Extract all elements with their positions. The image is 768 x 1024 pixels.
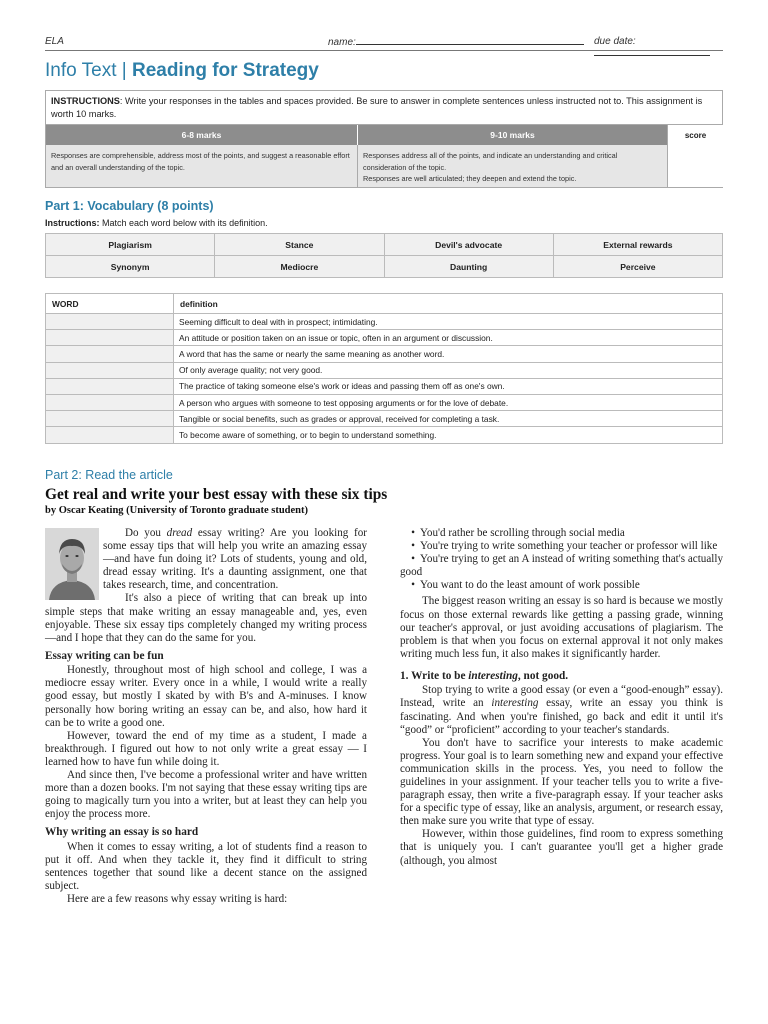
rubric-9-10-line-2: Responses are well articulated; they deepen and extend the topic.: [363, 174, 577, 183]
rubric-score-cell[interactable]: [667, 125, 723, 187]
table-row: [46, 330, 723, 346]
word-answer-cell[interactable]: [46, 346, 174, 362]
word-bank-item: Daunting: [384, 256, 553, 278]
definition-cell: An attitude or position taken on an issue or topic, often in an argument or discussion.: [174, 330, 723, 346]
table-row: [46, 394, 723, 410]
name-field[interactable]: [328, 36, 584, 48]
bullet-icon: •: [411, 579, 415, 592]
definition-cell: Tangible or social benefits, such as grades or approval, received for completing a task.: [174, 411, 723, 427]
rubric-9-10-line-1: Responses address all of the points, and indicate an understanding and critical consideration of the topic.: [363, 151, 618, 172]
word-answer-cell[interactable]: [46, 378, 174, 394]
definition-table: [45, 293, 723, 444]
rubric-cell-9-10: [357, 145, 667, 187]
due-date-field[interactable]: [594, 36, 723, 59]
section-heading-hard: Why writing an essay is so hard: [45, 826, 199, 839]
word-answer-cell[interactable]: [46, 427, 174, 443]
reason-paragraph: The biggest reason writing an essay is so hard is because we mostly focus on those external rewards like getting a passing grade, winning our teacher's approval, or just avoiding accusations of plagiarism. The problem is that when you focus on external approval it not only makes writing much less fun, it also makes it significantly harder.: [400, 595, 723, 660]
tip-1-paragraph-2: You don't have to sacrifice your interests to make academic progress. Your goal is to learn something new and expand your effective communication skills in the process. Yes, you need to follow the guidelines in your assignment. If your teacher tells you to write a five-paragraph essay, then write a five-paragraph essay. If your teacher asks for a specific type of essay, like an analysis, argument, or research essay, then make sure you write that type of essay.: [400, 736, 723, 828]
intro-paragraph-1: Do you dread essay writing? Are you looking for some essay tips that will help you write an amazing essay—and have fun doing it? Lots of students, young and old, dread essay writing. It's a daunting assignment, one that takes research, time, and concentration.: [103, 527, 367, 592]
vocabulary-word-bank: [45, 233, 723, 278]
definition-cell: Seeming difficult to deal with in prospect; intimidating.: [174, 314, 723, 330]
word-bank-item: Devil's advocate: [384, 234, 553, 256]
author-photo: [45, 528, 99, 600]
title-main: Reading for Strategy: [131, 60, 319, 81]
word-answer-cell[interactable]: [46, 362, 174, 378]
rubric-table: [45, 124, 723, 188]
list-item: • You're trying to get an A instead of writing something that's actually good: [400, 553, 723, 579]
word-bank-item: Mediocre: [215, 256, 384, 278]
due-date-label: due date:: [594, 36, 636, 47]
header-rule: [45, 50, 723, 51]
list-item: • You want to do the least amount of work possible: [400, 579, 723, 592]
article-column-left: [45, 527, 367, 906]
author-portrait-icon: [45, 528, 99, 600]
fun-paragraph-3: And since then, I've become a professional writer and have written more than a dozen books. I'm not saying that these essay writing tips are going to magically turn you into a writer, but at least they can help you enjoy the process more.: [45, 769, 367, 821]
definition-cell: To become aware of something, or to begin to understand something.: [174, 427, 723, 443]
word-answer-cell[interactable]: [46, 411, 174, 427]
tip-1-heading: 1. Write to be interesting, not good.: [400, 669, 569, 682]
table-row: [46, 411, 723, 427]
reasons-list: [400, 527, 723, 592]
word-column-header: WORD: [46, 294, 174, 314]
part1-instr-text: Match each word below with its definition.: [99, 218, 268, 228]
rubric-header-6-8: 6-8 marks: [46, 125, 357, 145]
hard-paragraph-1: When it comes to essay writing, a lot of students find a reason to put it off. And when they tackle it, they find it difficult to string sentences together that sound like a decent stance on the assigned subject.: [45, 840, 367, 893]
table-row: [46, 362, 723, 378]
page-header: [45, 36, 723, 50]
score-label: score: [684, 131, 707, 140]
fun-paragraph-1: Honestly, throughout most of high school and college, I was a mediocre essay writer. Every once in a while, I would write a really good essay, but mostly I skated by with B's and A-minuses. I know personally how boring writing an essay can be, and also, how hard it can be to write a good one.: [45, 664, 367, 729]
word-answer-cell[interactable]: [46, 330, 174, 346]
article-column-right: [400, 527, 723, 868]
definition-cell: A word that has the same or nearly the same meaning as another word.: [174, 346, 723, 362]
fun-paragraph-2: However, toward the end of my time as a student, I made a breakthrough. I figured out how to not only write a great essay — I learned how to have fun while doing it.: [45, 729, 367, 768]
word-answer-cell[interactable]: [46, 314, 174, 330]
part1-heading: Part 1: Vocabulary (8 points): [45, 199, 214, 213]
word-bank-item: External rewards: [553, 234, 722, 256]
due-date-line[interactable]: [594, 47, 710, 56]
part2-heading: Part 2: Read the article: [45, 468, 173, 482]
section-heading-fun: Essay writing can be fun: [45, 649, 164, 662]
definition-cell: Of only average quality; not very good.: [174, 362, 723, 378]
word-bank-item: Stance: [215, 234, 384, 256]
rubric-header-9-10: 9-10 marks: [357, 125, 667, 145]
article-title: Get real and write your best essay with these six tips: [45, 486, 388, 503]
table-row: [46, 427, 723, 443]
part1-instructions: [45, 218, 268, 228]
instructions-text: : Write your responses in the tables and spaces provided. Be sure to answer in complete sentences unless instructed not to. This assignment is worth 10 marks.: [51, 96, 703, 119]
article-byline: by Oscar Keating (University of Toronto graduate student): [45, 505, 308, 516]
table-row: [46, 378, 723, 394]
word-bank-item: Perceive: [553, 256, 722, 278]
subject-label: ELA: [45, 36, 64, 47]
definition-cell: The practice of taking someone else's work or ideas and passing them off as one's own.: [174, 378, 723, 394]
word-bank-item: Synonym: [46, 256, 215, 278]
word-answer-cell[interactable]: [46, 394, 174, 410]
name-label: name:: [328, 37, 356, 48]
hard-paragraph-2: Here are a few reasons why essay writing is hard:: [67, 893, 288, 906]
bullet-icon: •: [411, 527, 415, 539]
list-item: • You're trying to write something your teacher or professor will like: [400, 540, 723, 553]
intro-paragraph-2: It's also a piece of writing that can break up into simple steps that make writing an essay manageable and, yes, even enjoyable. These six essay tips completely changed my writing process—and I hope that they can do the same for you.: [45, 592, 367, 644]
word-bank-item: Plagiarism: [46, 234, 215, 256]
tip-1-paragraph-3: However, within those guidelines, find room to express something that is uniquely you. I can't guarantee you'll get a higher grade (although, you almost: [400, 828, 723, 867]
part1-instr-label: Instructions:: [45, 218, 100, 228]
title-prefix: Info Text |: [45, 60, 132, 81]
instructions-label: INSTRUCTIONS: [51, 96, 120, 106]
table-row: [46, 346, 723, 362]
page-title: [45, 60, 319, 82]
bullet-icon: •: [411, 540, 415, 553]
instructions-box: [45, 90, 723, 124]
bullet-icon: •: [411, 553, 415, 566]
table-row: [46, 314, 723, 330]
rubric-cell-6-8: Responses are comprehensible, address most of the points, and suggest a reasonable effort and an overall understanding of the topic.: [46, 145, 357, 187]
tip-1-paragraph-1: Stop trying to write a good essay (or even a “good-enough” essay). Instead, write an interesting essay, write an essay you think is fascinating. And when you're finished, go back and edit it until it's “good” or “proficient” according to your teacher's standards.: [400, 684, 723, 736]
list-item: • You'd rather be scrolling through social media: [400, 527, 723, 540]
definition-column-header: definition: [174, 294, 723, 314]
name-line[interactable]: [356, 36, 584, 45]
definition-cell: A person who argues with someone to test opposing arguments or for the love of debate.: [174, 394, 723, 410]
